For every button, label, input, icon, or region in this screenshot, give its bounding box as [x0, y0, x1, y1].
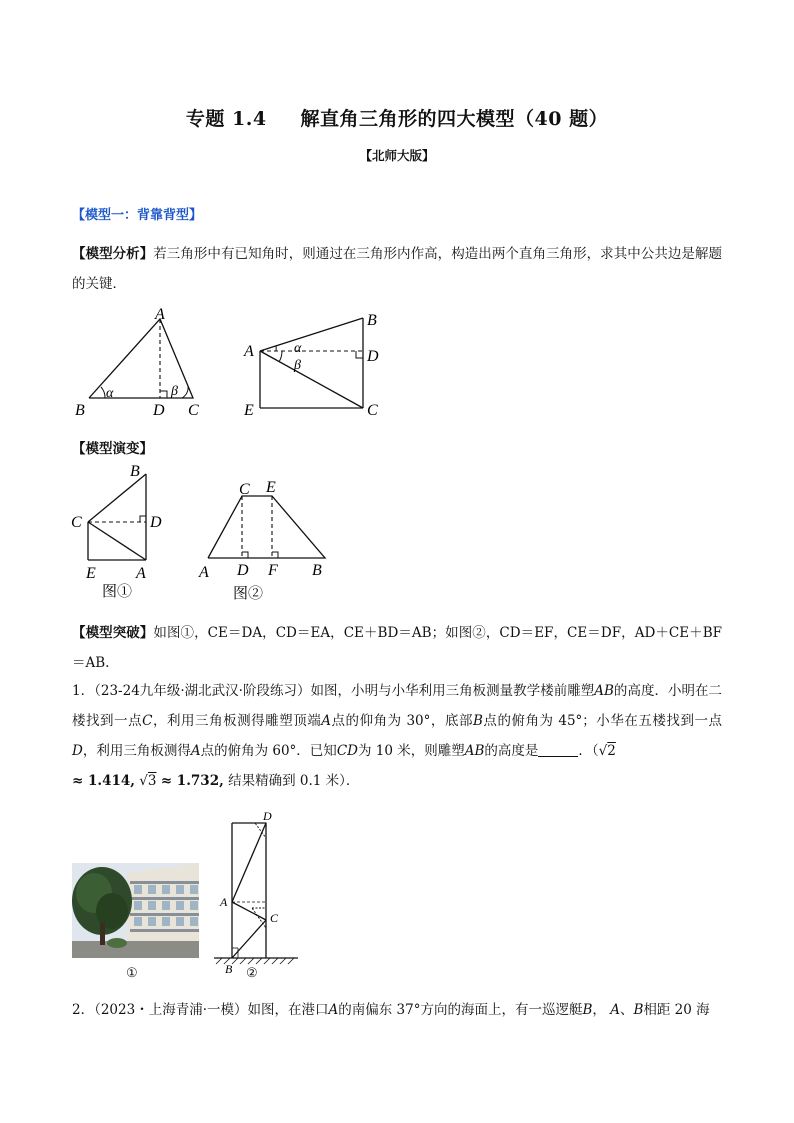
- fig2-label-a: A: [244, 343, 254, 360]
- q1-text-6: ，利用三角板测得: [82, 743, 191, 759]
- title-topic-number: 专题 1.4: [185, 108, 267, 130]
- q2-source: （2023・上海青浦·一模）: [94, 1002, 248, 1018]
- q1-var-d: D: [72, 743, 83, 759]
- q1-number: 1．: [72, 683, 95, 699]
- fig4-label-c: C: [239, 481, 250, 498]
- q1-tail: 结果精确到 0.1 米）．: [228, 773, 360, 789]
- q1-source: （23-24九年级·湖北武汉·阶段练习）: [94, 683, 311, 699]
- fig3-label-a: A: [136, 565, 146, 582]
- fig4-label-b: B: [312, 562, 322, 579]
- q2-text-1: 如图，在港口: [247, 1002, 329, 1018]
- q1-photo-caption: ①: [126, 966, 138, 981]
- q1-sqrt-3: 3: [147, 773, 157, 789]
- fig2-label-d: D: [367, 348, 379, 365]
- q1-var-a-2: A: [190, 743, 201, 759]
- fig4-label-a: A: [199, 564, 209, 581]
- fig2-label-b: B: [367, 312, 377, 329]
- figure-evolution-2: [195, 476, 340, 608]
- q1-diagram-label-a: A: [220, 895, 228, 909]
- q2-number: 2．: [72, 1002, 95, 1018]
- q1-sculpture-diagram: [208, 808, 303, 983]
- fig1-label-beta: β: [171, 384, 178, 399]
- fig3-label-e: E: [86, 565, 96, 582]
- model-breakthrough-label: 【模型突破】: [72, 625, 154, 641]
- section-heading-model-1: 【模型一：背靠背型】: [72, 208, 203, 223]
- q2-var-b-2: B: [633, 1002, 644, 1018]
- title-topic-name: 解直角三角形的四大模型（40 题）: [300, 108, 609, 130]
- q1-diagram-label-c: C: [270, 911, 279, 925]
- fig3-label-c: C: [71, 514, 82, 531]
- q1-photo-school-building: [72, 863, 199, 958]
- question-1: 1．（23-24九年级·湖北武汉·阶段练习）如图，小明与小华利用三角板测量教学楼前雕塑AB的高度．小明在二楼找到一点C，利用三角板测得雕塑顶端A点的仰角为 30°，底部B点的俯角为 45°；小华在五楼找到一点D，利用三角板测得A点的俯角为 60°．已知CD为 10 米，则雕塑AB的高度是 ．（√2 ≈ 1.414, √3 ≈ 1.732, 结果精确到 0.1 米）．: [72, 683, 723, 789]
- fig2-label-e: E: [244, 402, 254, 419]
- q1-approx-2: ≈ 1.732,: [160, 773, 224, 789]
- q1-text-5: 点的俯角为 45°；小华在五楼找到一点: [482, 713, 722, 729]
- fig3-caption: 图①: [102, 584, 133, 600]
- q1-var-b: B: [472, 713, 483, 729]
- q2-text-4: 、: [619, 1002, 634, 1018]
- figure-back-to-back-rectangle: [240, 305, 390, 420]
- q1-text-1: 如图，小明与小华利用三角板测量教学楼前雕塑: [310, 683, 595, 699]
- question-2: [72, 995, 722, 1025]
- figure-evolution-1: [68, 460, 178, 605]
- q1-var-cd: CD: [336, 743, 358, 759]
- q1-text-4: 点的仰角为 30°，底部: [331, 713, 473, 729]
- q1-var-a: A: [321, 713, 332, 729]
- fig1-label-d: D: [153, 402, 165, 419]
- q2-var-a-2: A: [610, 1002, 620, 1018]
- q1-var-ab: AB: [594, 683, 614, 699]
- q1-answer-blank[interactable]: [538, 742, 578, 757]
- fig3-label-b: B: [130, 463, 140, 480]
- page-title: [0, 104, 794, 131]
- q2-var-b: B: [582, 1002, 593, 1018]
- model-evolution-heading: 【模型演变】: [72, 441, 153, 457]
- q1-approx-1: ≈ 1.414,: [72, 773, 135, 789]
- q2-text-5: 相距 20 海: [643, 1002, 710, 1018]
- q2-text-2: 的南偏东 37°方向的海面上，有一巡逻艇: [338, 1002, 583, 1018]
- fig1-label-b: B: [75, 402, 85, 419]
- figure-back-to-back-triangle: [72, 305, 207, 420]
- fig1-label-alpha: α: [106, 386, 114, 401]
- q1-text-7: 点的俯角为 60°．已知: [200, 743, 337, 759]
- q1-sqrt-2: 2: [607, 743, 616, 759]
- page-subtitle: 【北师大版】: [359, 148, 435, 163]
- model-breakthrough-paragraph: [72, 618, 722, 678]
- q1-var-ab-2: AB: [464, 743, 485, 759]
- q1-diagram-label-b: B: [225, 962, 233, 976]
- fig1-label-c: C: [188, 402, 199, 419]
- fig4-label-e: E: [266, 479, 276, 496]
- model-analysis-label: 【模型分析】: [72, 246, 154, 262]
- q1-text-3: ，利用三角板测得雕塑顶端: [152, 713, 322, 729]
- fig4-label-d: D: [237, 562, 249, 579]
- fig3-label-d: D: [150, 514, 162, 531]
- fig2-label-c: C: [367, 402, 378, 419]
- fig2-label-alpha: α: [294, 341, 302, 356]
- model-analysis-text: 若三角形中有已知角时，则通过在三角形内作高，构造出两个直角三角形，求其中公共边是解题的关键．: [72, 246, 723, 292]
- q1-diagram-caption: ②: [246, 966, 258, 981]
- q1-text-9: 的高度是: [484, 743, 539, 759]
- q1-text-10: ．（: [578, 743, 599, 759]
- model-breakthrough-text: 如图①，CE＝DA，CD＝EA，CE＋BD＝AB；如图②，CD＝EF，CE＝DF，AD＋CE＋BF＝AB.: [72, 625, 723, 671]
- q2-var-a: A: [328, 1002, 339, 1018]
- q1-text-2: 的高度．小明在二楼找到一点: [72, 683, 723, 729]
- fig4-label-f: F: [268, 562, 278, 579]
- q1-text-8: 为 10 米，则雕塑: [357, 743, 465, 759]
- fig2-label-beta: β: [294, 358, 301, 373]
- fig1-label-a: A: [155, 306, 165, 323]
- q2-text-3: ，: [592, 1002, 606, 1018]
- q1-var-c: C: [142, 713, 153, 729]
- model-analysis-paragraph: [72, 239, 722, 299]
- q1-diagram-label-d: D: [263, 809, 272, 823]
- fig4-caption: 图②: [233, 586, 264, 602]
